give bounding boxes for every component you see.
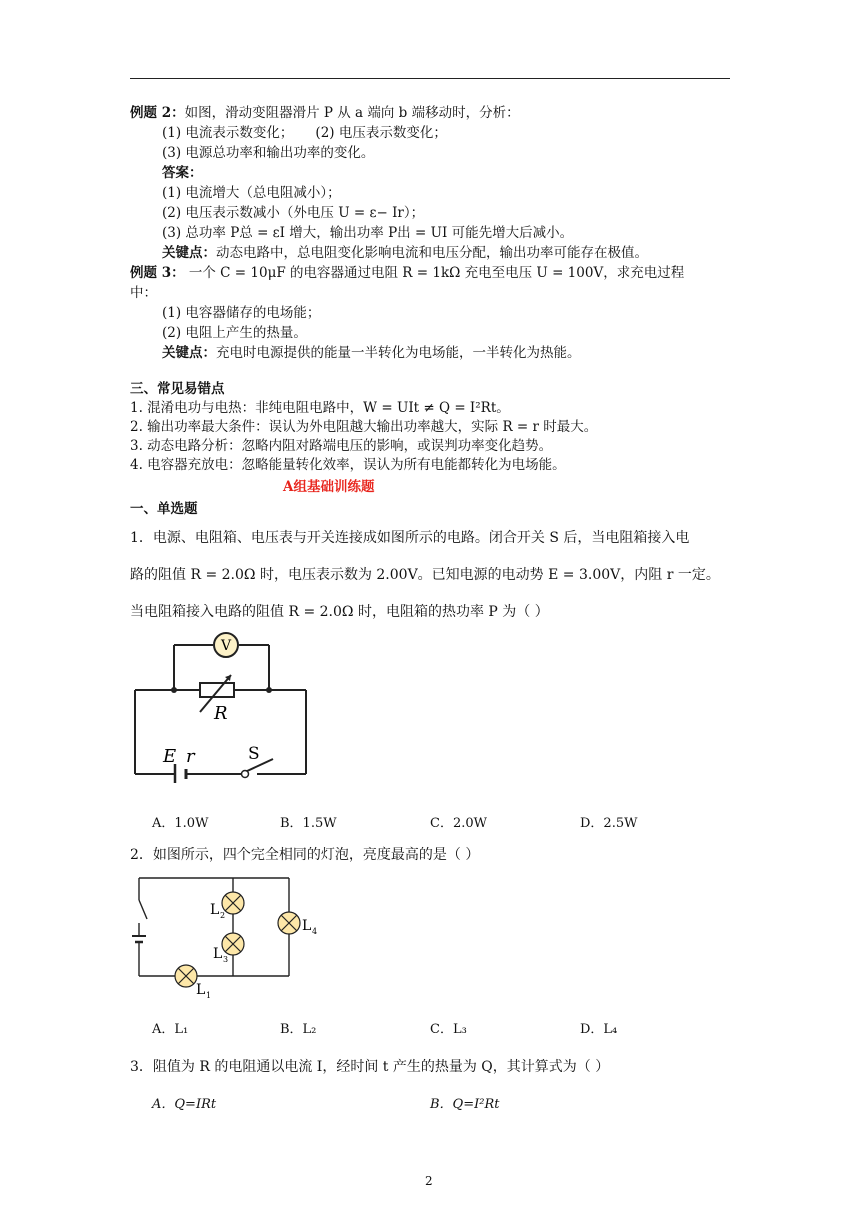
internal-resistance-label: r	[186, 746, 195, 767]
lamp-l2-label: L	[210, 902, 220, 918]
p1-line-1: 1．电源、电阻箱、电压表与开关连接成如图所示的电路。闭合开关 S 后，当电阻箱接入电	[130, 530, 690, 546]
switch-label: S	[248, 744, 260, 764]
p1-option-b[interactable]: B．1.5W	[280, 816, 337, 831]
p2-option-b[interactable]: B．L₂	[280, 1022, 317, 1037]
mistake-item-1: 1. 混淆电功与电热：非纯电阻电路中，W = UIt ≠ Q = I²Rt。	[130, 400, 510, 416]
ex3-stem-1: 一个 C = 10μF 的电容器通过电阻 R = 1kΩ 充电至电压 U = 100V，求充电过程	[184, 265, 685, 281]
emf-label: E	[163, 746, 177, 767]
lamp-l3-label: L	[213, 946, 223, 962]
ex2-q3: (3) 电源总功率和输出功率的变化。	[162, 145, 375, 161]
page-number: 2	[425, 1174, 433, 1188]
ex3-stem-2: 中：	[130, 285, 157, 301]
lamp-l4-label: L	[302, 918, 312, 934]
mistake-item-3: 3. 动态电路分析：忽略内阻对路端电压的影响，或误判功率变化趋势。	[130, 438, 553, 454]
header-rule	[130, 78, 730, 79]
lamp-l1-sub: 1	[206, 991, 212, 1000]
section-single-choice: 一、单选题	[130, 501, 198, 517]
p3-option-b[interactable]: B．Q=I²Rt	[430, 1097, 500, 1112]
p3-line-1: 3．阻值为 R 的电阻通以电流 I，经时间 t 产生的热量为 Q，其计算式为（ ）	[130, 1059, 610, 1075]
p1-option-d[interactable]: D．2.5W	[580, 816, 638, 831]
ex2-title: 例题 2：	[130, 105, 185, 121]
lamp-l3-sub: 3	[223, 955, 229, 964]
ex2-q2: (2) 电压表示数变化；	[315, 125, 447, 141]
ex3-key-line	[162, 344, 581, 362]
p2-option-c[interactable]: C．L₃	[430, 1022, 467, 1037]
mistake-item-2: 2. 输出功率最大条件：误认为外电阻越大输出功率越大，实际 R = r 时最大。	[130, 419, 598, 435]
ex2-a1: (1) 电流增大（总电阻减小）；	[162, 185, 341, 201]
mistakes-heading: 三、常见易错点	[130, 381, 225, 397]
mistake-item-4: 4. 电容器充放电：忽略能量转化效率，误认为所有电能都转化为电场能。	[130, 457, 566, 473]
ex2-key-text: 动态电路中，总电阻变化影响电流和电压分配，输出功率可能存在极值。	[216, 245, 648, 261]
ex2-a2: (2) 电压表示数减小（外电压 U = ε− Ir）；	[162, 205, 425, 221]
ex3-key-label: 关键点：	[162, 345, 216, 361]
ex2-questions-1	[162, 124, 447, 142]
lamp-l2-sub: 2	[220, 911, 226, 920]
p2-option-a[interactable]: A．L₁	[152, 1022, 189, 1037]
ex3-q2: (2) 电阻上产生的热量。	[162, 325, 307, 341]
p1-option-c[interactable]: C．2.0W	[430, 816, 487, 831]
rheostat-label: R	[214, 703, 228, 724]
lamp-l4-sub: 4	[312, 927, 318, 936]
ex3-title: 例题 3：	[130, 265, 185, 281]
lamp-l1-label: L	[196, 982, 206, 998]
ex2-answer-label: 答案：	[162, 165, 203, 181]
p1-circuit-diagram	[128, 628, 318, 783]
ex2-key-label: 关键点：	[162, 245, 216, 261]
p2-option-d[interactable]: D．L₄	[580, 1022, 618, 1037]
p1-line-3: 当电阻箱接入电路的阻值 R = 2.0Ω 时，电阻箱的热功率 P 为（ ）	[130, 604, 549, 620]
ex3-stem-line	[130, 264, 684, 282]
p2-circuit-diagram	[128, 872, 328, 1002]
ex2-stem: 如图，滑动变阻器滑片 P 从 a 端向 b 端移动时，分析：	[184, 105, 520, 121]
ex2-q1: (1) 电流表示数变化；	[162, 125, 294, 141]
ex3-q1: (1) 电容器储存的电场能；	[162, 305, 321, 321]
p3-option-a[interactable]: A．Q=IRt	[152, 1097, 217, 1112]
ex2-stem-line	[130, 104, 520, 122]
p1-line-2: 路的阻值 R = 2.0Ω 时，电压表示数为 2.00V。已知电源的电动势 E = 3.00V，内阻 r 一定。	[130, 567, 720, 583]
p1-option-a[interactable]: A．1.0W	[152, 816, 209, 831]
group-title: A组基础训练题	[283, 479, 375, 495]
voltmeter-label: V	[220, 638, 232, 654]
ex2-key-line	[162, 244, 648, 262]
ex2-a3: (3) 总功率 P总 = εI 增大，输出功率 P出 = UI 可能先增大后减小。	[162, 225, 574, 241]
p2-line-1: 2．如图所示，四个完全相同的灯泡，亮度最高的是（ ）	[130, 847, 480, 863]
ex3-key-text: 充电时电源提供的能量一半转化为电场能，一半转化为热能。	[216, 345, 581, 361]
